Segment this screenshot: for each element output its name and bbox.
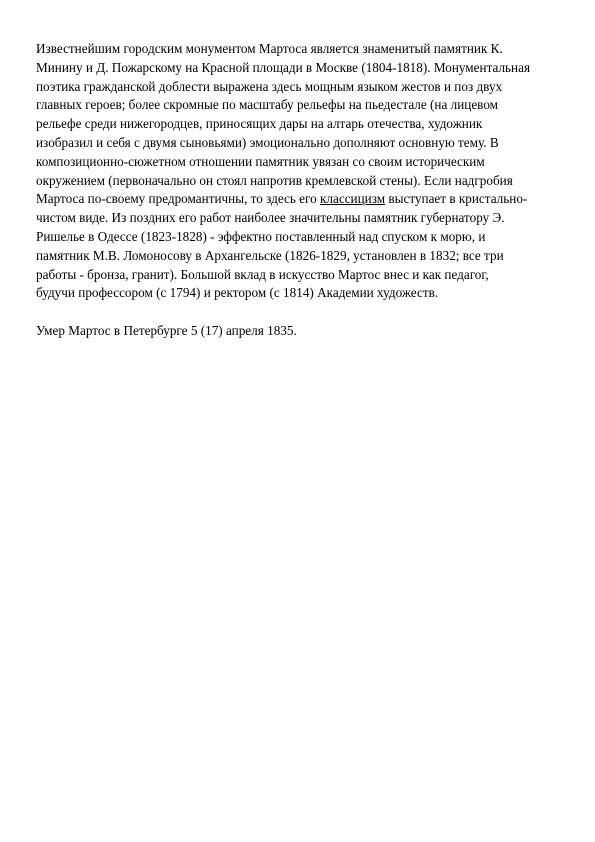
text-line: чистом виде. Из поздних его работ наиболее значительны памятник губернатору Э. [36, 210, 505, 226]
text-line: Ришелье в Одессе (1823-1828) - эффектно поставленный над спуском к морю, и [36, 228, 486, 244]
text-line: будучи профессором (с 1794) и ректором (с 1814) Академии художеств. [36, 285, 439, 301]
text-line: рельефе среди нижегородцев, приносящих дары на алтарь отечества, художник [36, 116, 483, 132]
text-segment: выступает в кристально- [385, 191, 528, 207]
document-body [36, 40, 564, 341]
text-line: главных героев; более скромные по масштабу рельефы на пьедестале (на лицевом [36, 97, 499, 113]
text-line: Минину и Д. Пожарскому на Красной площади в Москве (1804-1818). Монументальная [36, 59, 531, 75]
text-line: Умер Мартос в Петербурге 5 (17) апреля 1835. [36, 322, 297, 338]
paragraph-spacer [36, 303, 564, 322]
text-segment: Мартоса по-своему предромантичны, то здесь его [36, 191, 320, 207]
text-line: работы - бронза, гранит). Большой вклад в искусство Мартос внес и как педагог, [36, 266, 489, 282]
text-line: памятник М.В. Ломоносову в Архангельске (1826-1829, установлен в 1832; все три [36, 247, 504, 263]
paragraph-1 [36, 40, 564, 303]
classicism-link[interactable]: классицизм [320, 191, 386, 207]
text-line: изобразил и себя с двумя сыновьями) эмоционально дополняют основную тему. В [36, 134, 499, 150]
text-line-with-link [36, 190, 564, 209]
paragraph-2 [36, 322, 564, 341]
text-line: поэтика гражданской доблести выражена здесь мощным языком жестов и поз двух [36, 78, 503, 94]
text-line: окружением (первоначально он стоял напротив кремлевской стены). Если надгробия [36, 172, 513, 188]
text-line: композиционно-сюжетном отношении памятник увязан со своим историческим [36, 153, 485, 169]
text-line: Известнейшим городским монументом Мартоса является знаменитый памятник К. [36, 41, 503, 56]
